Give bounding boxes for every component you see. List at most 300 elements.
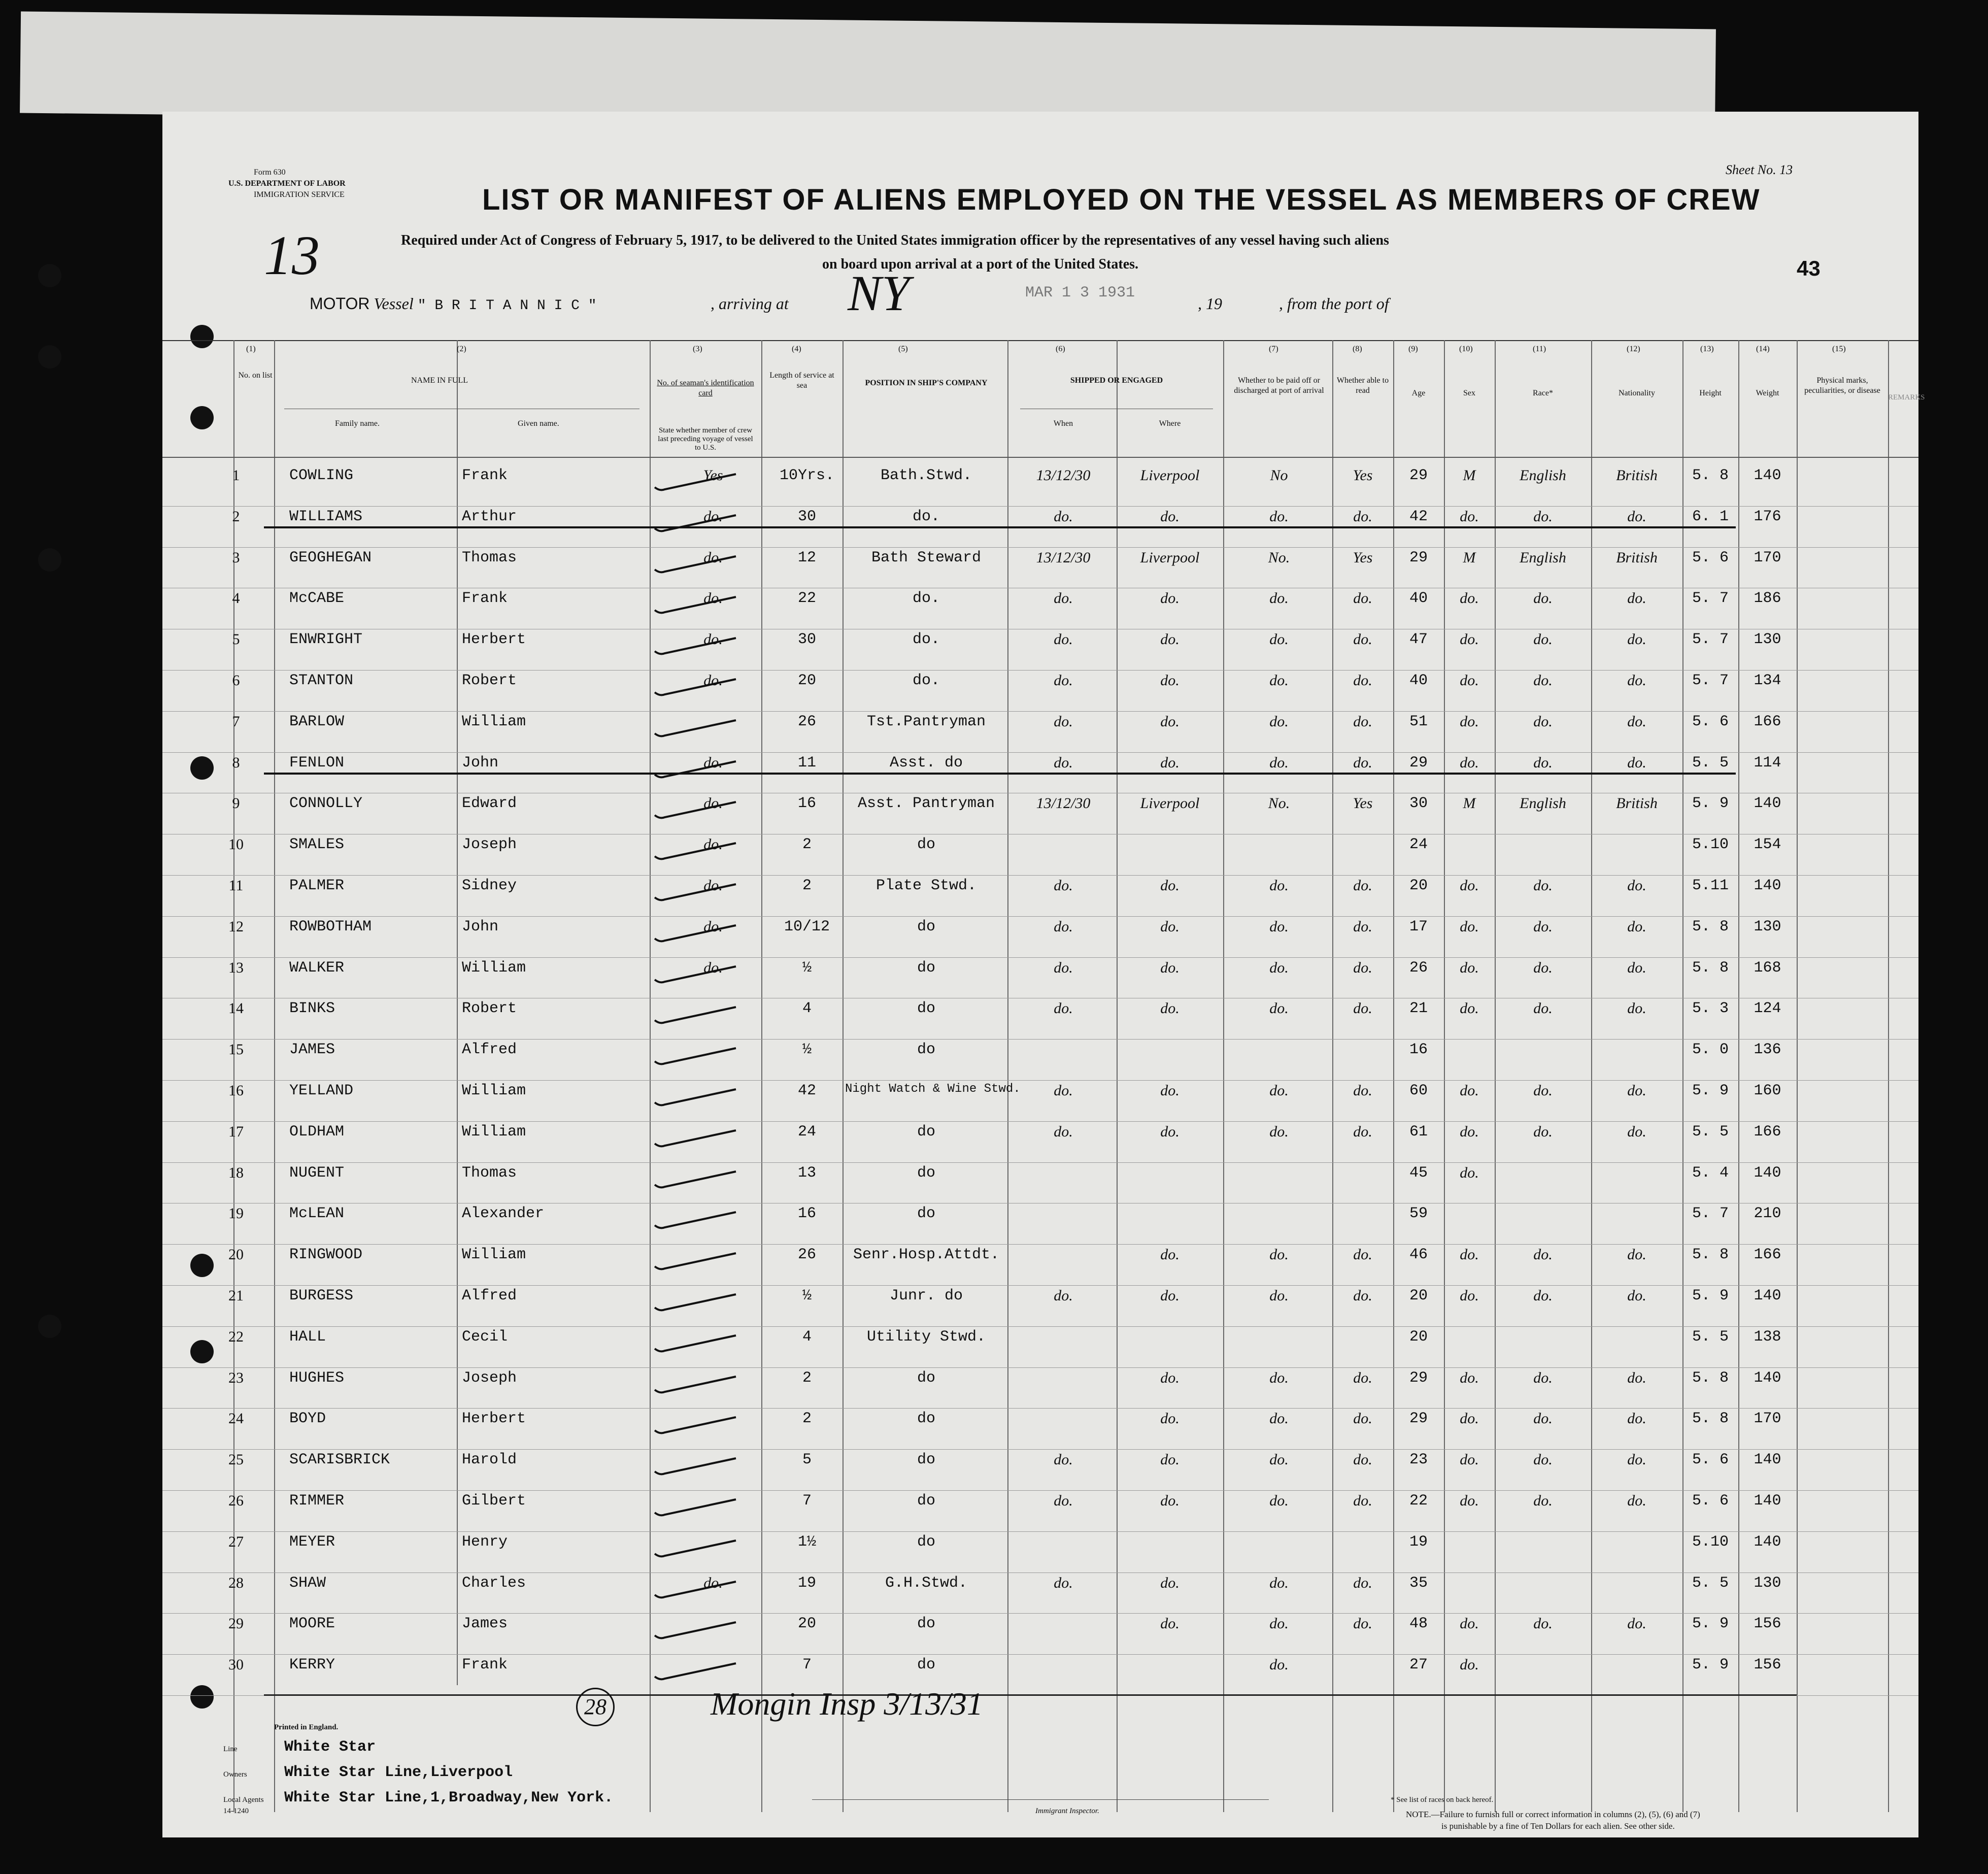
age: 19 xyxy=(1409,1533,1428,1551)
given-name: Cecil xyxy=(462,1328,508,1346)
shipped-when: do. xyxy=(1054,1123,1073,1140)
handwritten-sheet-number: 13 xyxy=(264,224,320,286)
given-name: Sidney xyxy=(462,877,517,894)
sex: do. xyxy=(1460,1246,1479,1263)
sex: do. xyxy=(1460,631,1479,648)
height: 5. 9 xyxy=(1692,1656,1729,1674)
family-name: COWLING xyxy=(289,467,354,484)
service-length: 20 xyxy=(797,672,816,689)
service-length: 19 xyxy=(797,1574,816,1592)
table-row xyxy=(162,1164,1918,1205)
nationality: British xyxy=(1616,549,1658,566)
header-paid-off: Whether to be paid off or discharged at port of arrival xyxy=(1234,376,1324,395)
weight: 134 xyxy=(1754,672,1781,689)
header-height: Height xyxy=(1699,389,1722,397)
col-num-8: (8) xyxy=(1353,345,1362,353)
given-name: Henry xyxy=(462,1533,508,1551)
table-row xyxy=(162,1328,1918,1369)
row-rule xyxy=(162,670,1918,671)
paid-off: do. xyxy=(1269,1615,1289,1632)
paid-off: do. xyxy=(1269,1410,1289,1427)
height: 5. 9 xyxy=(1692,1082,1729,1099)
position: Asst. do xyxy=(889,754,963,772)
row-rule xyxy=(162,1162,1918,1163)
weight: 156 xyxy=(1754,1656,1781,1674)
sex: do. xyxy=(1460,918,1479,935)
height: 5. 9 xyxy=(1692,1615,1729,1633)
shipped-when: do. xyxy=(1054,1574,1073,1591)
header-age: Age xyxy=(1411,389,1426,397)
family-name: HUGHES xyxy=(289,1369,345,1387)
age: 40 xyxy=(1409,590,1428,608)
paid-off: do. xyxy=(1269,918,1289,935)
page-number: 43 xyxy=(1797,256,1821,280)
age: 29 xyxy=(1409,1410,1428,1428)
sex: do. xyxy=(1460,1615,1479,1632)
shipped-where: do. xyxy=(1160,1615,1180,1632)
table-row xyxy=(162,1369,1918,1410)
given-name: Thomas xyxy=(462,1164,517,1182)
binder-hole xyxy=(38,1315,61,1338)
nationality: do. xyxy=(1627,1451,1646,1468)
row-number: 22 xyxy=(228,1328,244,1345)
race: do. xyxy=(1533,877,1553,894)
able-to-read: do. xyxy=(1353,1123,1372,1140)
sex: do. xyxy=(1460,1656,1479,1674)
table-row xyxy=(162,918,1918,959)
service-length: ½ xyxy=(802,1041,812,1059)
service-length: 2 xyxy=(802,877,812,894)
row-number: 9 xyxy=(232,795,240,812)
row-rule xyxy=(162,1613,1918,1614)
shipped-where: do. xyxy=(1160,754,1180,771)
row-number: 28 xyxy=(228,1574,244,1591)
table-row xyxy=(162,959,1918,1000)
nationality: do. xyxy=(1627,1615,1646,1632)
height: 5. 8 xyxy=(1692,467,1729,484)
height: 5. 7 xyxy=(1692,631,1729,649)
col-num-2: (2) xyxy=(457,345,466,353)
sheet-number: 13 xyxy=(1779,162,1793,177)
header-race: Race* xyxy=(1533,389,1553,397)
given-name: Harold xyxy=(462,1451,517,1469)
col-num-4: (4) xyxy=(792,345,801,353)
paid-off: do. xyxy=(1269,1492,1289,1509)
shipped-when: do. xyxy=(1054,754,1073,771)
paid-off: do. xyxy=(1269,877,1289,894)
given-name: William xyxy=(462,1123,526,1141)
height: 5. 8 xyxy=(1692,959,1729,977)
row-number: 10 xyxy=(228,836,244,853)
table-row xyxy=(162,1246,1918,1287)
weight: 166 xyxy=(1754,1246,1781,1264)
shipped-when: do. xyxy=(1054,713,1073,730)
header-family-name: Family name. xyxy=(335,419,380,428)
nationality: do. xyxy=(1627,508,1646,525)
shipped-where: do. xyxy=(1160,1123,1180,1140)
nationality: do. xyxy=(1627,1246,1646,1263)
form-code: 14-1240 xyxy=(223,1807,249,1815)
sex: do. xyxy=(1460,754,1479,771)
header-card: No. of seaman's identification card xyxy=(657,379,754,397)
height: 5. 7 xyxy=(1692,1205,1729,1223)
id-card: do. xyxy=(703,836,723,853)
height: 5.10 xyxy=(1692,836,1729,854)
weight: 168 xyxy=(1754,959,1781,977)
shipped-where: do. xyxy=(1160,1410,1180,1427)
nationality: British xyxy=(1616,467,1658,484)
sex: do. xyxy=(1460,672,1479,689)
row-number: 15 xyxy=(228,1041,244,1058)
age: 26 xyxy=(1409,959,1428,977)
able-to-read: do. xyxy=(1353,713,1372,730)
position: Junr. do xyxy=(889,1287,963,1304)
row-number: 25 xyxy=(228,1451,244,1468)
binder-hole xyxy=(38,548,61,572)
row-number: 23 xyxy=(228,1369,244,1386)
height: 5. 6 xyxy=(1692,713,1729,730)
position: do xyxy=(917,1000,935,1018)
given-name: Frank xyxy=(462,467,508,484)
given-name: Alfred xyxy=(462,1287,517,1304)
races-note: * See list of races on back hereof. xyxy=(1391,1796,1494,1804)
weight: 170 xyxy=(1754,549,1781,566)
check-mark-icon xyxy=(650,1538,741,1559)
age: 51 xyxy=(1409,713,1428,730)
service-length: 20 xyxy=(797,1615,816,1633)
id-card: do. xyxy=(703,549,723,566)
height: 5. 8 xyxy=(1692,1246,1729,1264)
race: do. xyxy=(1533,1369,1553,1386)
line-value: White Star xyxy=(284,1738,376,1756)
able-to-read: do. xyxy=(1353,672,1372,689)
age: 61 xyxy=(1409,1123,1428,1141)
given-name: Herbert xyxy=(462,1410,526,1428)
shipped-where: do. xyxy=(1160,959,1180,976)
service-length: 30 xyxy=(797,508,816,525)
family-name: OLDHAM xyxy=(289,1123,345,1141)
position: do xyxy=(917,1205,935,1223)
weight: 124 xyxy=(1754,1000,1781,1018)
age: 48 xyxy=(1409,1615,1428,1633)
row-number: 8 xyxy=(232,754,240,771)
age: 42 xyxy=(1409,508,1428,525)
nationality: do. xyxy=(1627,590,1646,607)
service-length: ½ xyxy=(802,1287,812,1304)
position: Night Watch & Wine Stwd. xyxy=(845,1082,1021,1096)
service-length: 2 xyxy=(802,1369,812,1387)
check-mark-icon xyxy=(650,1046,741,1066)
position: Plate Stwd. xyxy=(875,877,977,894)
able-to-read: do. xyxy=(1353,1451,1372,1468)
col-num-15: (15) xyxy=(1832,345,1846,353)
header-able-to-read: Whether able to read xyxy=(1336,376,1389,395)
weight: 160 xyxy=(1754,1082,1781,1099)
position: Bath Steward xyxy=(871,549,982,566)
sex: M xyxy=(1463,467,1476,484)
height: 5. 8 xyxy=(1692,1369,1729,1387)
row-rule xyxy=(162,1572,1918,1573)
year-label: , 19 xyxy=(1198,294,1222,313)
check-mark-icon xyxy=(650,1251,741,1271)
sheet-label xyxy=(1726,162,1793,178)
header-card-note: State whether member of crew last preceding voyage of vessel to U.S. xyxy=(658,426,753,452)
sheet-label-text: Sheet No. xyxy=(1726,162,1776,177)
position: do xyxy=(917,1164,935,1182)
family-name: BURGESS xyxy=(289,1287,354,1304)
id-card: do. xyxy=(703,1574,723,1591)
age: 20 xyxy=(1409,877,1428,894)
service-length: 7 xyxy=(802,1656,812,1674)
race: do. xyxy=(1533,508,1553,525)
paid-off: do. xyxy=(1269,1082,1289,1099)
given-name: William xyxy=(462,713,526,730)
arriving-port: NY xyxy=(848,265,910,321)
sex: do. xyxy=(1460,1492,1479,1509)
weight: 140 xyxy=(1754,1164,1781,1182)
race: do. xyxy=(1533,1410,1553,1427)
height: 5. 6 xyxy=(1692,1451,1729,1469)
row-number: 5 xyxy=(232,631,240,648)
family-name: KERRY xyxy=(289,1656,335,1674)
row-rule xyxy=(162,1080,1918,1081)
sex: do. xyxy=(1460,1369,1479,1386)
race: English xyxy=(1520,795,1566,812)
check-mark-icon xyxy=(650,1210,741,1230)
sex: do. xyxy=(1460,1410,1479,1427)
sex: do. xyxy=(1460,1451,1479,1468)
able-to-read: do. xyxy=(1353,959,1372,976)
position: do xyxy=(917,1451,935,1469)
col-num-12: (12) xyxy=(1627,345,1640,353)
age: 20 xyxy=(1409,1328,1428,1346)
weight: 210 xyxy=(1754,1205,1781,1223)
position: do xyxy=(917,1123,935,1141)
family-name: CONNOLLY xyxy=(289,795,363,813)
service-length: 16 xyxy=(797,1205,816,1223)
able-to-read: do. xyxy=(1353,918,1372,935)
family-name: FENLON xyxy=(289,754,345,772)
shipped-where: do. xyxy=(1160,1492,1180,1509)
service-length: 11 xyxy=(797,754,816,772)
page-title: LIST OR MANIFEST OF ALIENS EMPLOYED ON THE VESSEL AS MEMBERS OF CREW xyxy=(482,183,1761,216)
service-length: 10Yrs. xyxy=(779,467,835,484)
header-bottom-rule xyxy=(162,457,1918,458)
header-sex: Sex xyxy=(1463,389,1475,397)
service-length: 16 xyxy=(797,795,816,813)
paid-off: No xyxy=(1270,467,1288,484)
family-name: JAMES xyxy=(289,1041,335,1059)
shipped-where: do. xyxy=(1160,1246,1180,1263)
given-name: Alfred xyxy=(462,1041,517,1059)
weight: 136 xyxy=(1754,1041,1781,1059)
given-name: Robert xyxy=(462,672,517,689)
shipped-when: do. xyxy=(1054,508,1073,525)
height: 5. 5 xyxy=(1692,754,1729,772)
shipped-where: do. xyxy=(1160,1574,1180,1591)
position: do. xyxy=(912,508,940,525)
weight: 140 xyxy=(1754,1451,1781,1469)
sex: do. xyxy=(1460,1164,1479,1181)
row-number: 21 xyxy=(228,1287,244,1304)
family-name: YELLAND xyxy=(289,1082,354,1099)
family-name: BARLOW xyxy=(289,713,345,730)
service-length: 7 xyxy=(802,1492,812,1510)
shipped-when: do. xyxy=(1054,1287,1073,1304)
able-to-read: do. xyxy=(1353,1574,1372,1591)
nationality: do. xyxy=(1627,1492,1646,1509)
header-weight: Weight xyxy=(1756,389,1779,397)
able-to-read: do. xyxy=(1353,1082,1372,1099)
shipped-where: do. xyxy=(1160,1369,1180,1386)
race: do. xyxy=(1533,631,1553,648)
weight: 140 xyxy=(1754,1492,1781,1510)
shipped-where: do. xyxy=(1160,918,1180,935)
able-to-read: do. xyxy=(1353,754,1372,771)
shipped-when: do. xyxy=(1054,1451,1073,1468)
able-to-read: Yes xyxy=(1353,549,1373,566)
table-row xyxy=(162,1615,1918,1656)
race: do. xyxy=(1533,590,1553,607)
paid-off: do. xyxy=(1269,1656,1289,1674)
height: 5. 9 xyxy=(1692,1287,1729,1304)
service-length: 26 xyxy=(797,1246,816,1264)
sex: do. xyxy=(1460,713,1479,730)
table-row xyxy=(162,1492,1918,1533)
paid-off: No. xyxy=(1268,549,1290,566)
age: 30 xyxy=(1409,795,1428,813)
given-name: Edward xyxy=(462,795,517,813)
id-card: do. xyxy=(703,754,723,771)
col-num-1: (1) xyxy=(246,345,256,353)
weight: 170 xyxy=(1754,1410,1781,1428)
header-where: Where xyxy=(1159,419,1181,428)
id-card: do. xyxy=(703,508,723,525)
table-row xyxy=(162,877,1918,918)
age: 35 xyxy=(1409,1574,1428,1592)
id-card: do. xyxy=(703,918,723,935)
check-mark-icon xyxy=(650,1087,741,1108)
family-name: RINGWOOD xyxy=(289,1246,363,1264)
row-rule xyxy=(162,1408,1918,1409)
height: 5. 5 xyxy=(1692,1328,1729,1346)
check-mark-icon xyxy=(650,1497,741,1518)
check-mark-icon xyxy=(650,1333,741,1354)
given-name: William xyxy=(462,959,526,977)
header-nationality: Nationality xyxy=(1619,389,1655,397)
family-name: BOYD xyxy=(289,1410,326,1428)
family-name: BINKS xyxy=(289,1000,335,1018)
height: 5. 6 xyxy=(1692,1492,1729,1510)
sex: do. xyxy=(1460,1123,1479,1140)
fine-note-2: is punishable by a fine of Ten Dollars for each alien. See other side. xyxy=(1441,1821,1675,1831)
height: 5. 3 xyxy=(1692,1000,1729,1018)
shipped-when: do. xyxy=(1054,1000,1073,1017)
height: 5. 7 xyxy=(1692,590,1729,608)
service-length: 1½ xyxy=(797,1533,816,1551)
shipped-when: 13/12/30 xyxy=(1036,795,1091,812)
shipped-where: Liverpool xyxy=(1140,549,1200,566)
able-to-read: do. xyxy=(1353,1287,1372,1304)
service-length: ½ xyxy=(802,959,812,977)
row-number: 12 xyxy=(228,918,244,935)
paid-off: do. xyxy=(1269,590,1289,607)
vessel-name: " B R I T A N N I C " xyxy=(417,298,597,314)
sex: do. xyxy=(1460,959,1479,976)
given-name: Joseph xyxy=(462,1369,517,1387)
binder-hole xyxy=(38,264,61,287)
weight: 166 xyxy=(1754,1123,1781,1141)
check-mark-icon xyxy=(650,1005,741,1025)
race: do. xyxy=(1533,1615,1553,1632)
race: do. xyxy=(1533,1082,1553,1099)
age: 60 xyxy=(1409,1082,1428,1099)
shipped-when: do. xyxy=(1054,1492,1073,1509)
paid-off: do. xyxy=(1269,1287,1289,1304)
height: 5. 4 xyxy=(1692,1164,1729,1182)
shipped-where: do. xyxy=(1160,877,1180,894)
position: do xyxy=(917,1369,935,1387)
height: 5. 5 xyxy=(1692,1574,1729,1592)
nationality: do. xyxy=(1627,1410,1646,1427)
weight: 154 xyxy=(1754,836,1781,854)
shipped-when: do. xyxy=(1054,1082,1073,1099)
row-rule xyxy=(162,1490,1918,1491)
given-name: Alexander xyxy=(462,1205,545,1223)
age: 46 xyxy=(1409,1246,1428,1264)
table-row xyxy=(162,1410,1918,1451)
given-name: Frank xyxy=(462,1656,508,1674)
race: English xyxy=(1520,549,1566,566)
sex: do. xyxy=(1460,1287,1479,1304)
shipped-where: do. xyxy=(1160,713,1180,730)
row-number: 17 xyxy=(228,1123,244,1140)
able-to-read: do. xyxy=(1353,631,1372,648)
position: do xyxy=(917,836,935,854)
able-to-read: do. xyxy=(1353,1492,1372,1509)
table-row xyxy=(162,467,1918,508)
given-name: William xyxy=(462,1082,526,1099)
shipped-where: do. xyxy=(1160,590,1180,607)
paid-off: do. xyxy=(1269,959,1289,976)
inspector-signature: Mongin Insp 3/13/31 xyxy=(711,1686,983,1722)
check-mark-icon xyxy=(650,1292,741,1313)
able-to-read: do. xyxy=(1353,1246,1372,1263)
able-to-read: do. xyxy=(1353,508,1372,525)
shipped-where: Liverpool xyxy=(1140,467,1200,484)
service-length: 2 xyxy=(802,1410,812,1428)
able-to-read: do. xyxy=(1353,1369,1372,1386)
service-length: 13 xyxy=(797,1164,816,1182)
check-mark-icon xyxy=(650,1169,741,1190)
given-name: Joseph xyxy=(462,836,517,854)
service-length: 26 xyxy=(797,713,816,730)
row-number: 27 xyxy=(228,1533,244,1550)
service: IMMIGRATION SERVICE xyxy=(254,190,345,199)
paid-off: do. xyxy=(1269,672,1289,689)
age: 17 xyxy=(1409,918,1428,935)
able-to-read: Yes xyxy=(1353,795,1373,812)
weight: 140 xyxy=(1754,1533,1781,1551)
strike-through-line xyxy=(264,773,1736,775)
check-mark-icon xyxy=(650,718,741,739)
age: 29 xyxy=(1409,1369,1428,1387)
printed-note: Printed in England. xyxy=(274,1723,339,1731)
header-name-in-full: NAME IN FULL xyxy=(411,376,468,385)
table-row xyxy=(162,549,1918,590)
able-to-read: do. xyxy=(1353,1615,1372,1632)
given-name: Arthur xyxy=(462,508,517,525)
